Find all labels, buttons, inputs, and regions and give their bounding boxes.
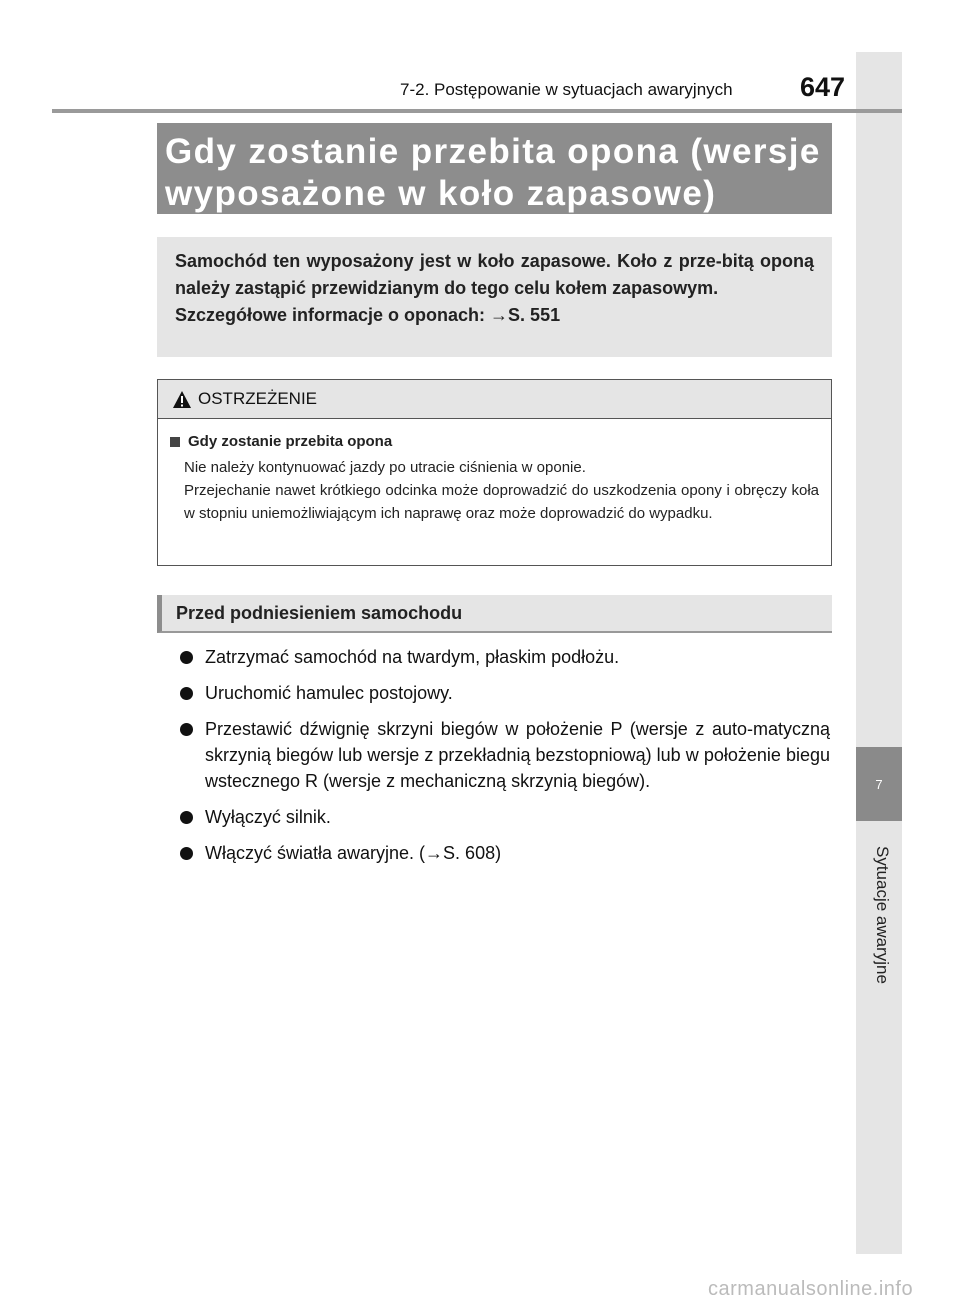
intro-reference-page[interactable]: S. 551 [508, 305, 561, 325]
reference-arrow-icon: → [490, 305, 509, 325]
warning-body [158, 419, 831, 525]
list-item [180, 804, 830, 830]
list-item [180, 716, 830, 794]
step-list [180, 644, 830, 876]
header-divider [52, 109, 902, 113]
intro-reference-text: Szczegółowe informacje o oponach: [175, 305, 491, 325]
warning-title: OSTRZEŻENIE [198, 389, 318, 408]
page-title-line-1: Gdy zostanie przebita opona (wersje [165, 132, 821, 171]
page-number: 647 [800, 72, 846, 102]
warning-line-1: Nie należy kontynuować jazdy po utracie ciśnienia w oponie. [184, 459, 586, 476]
bullet-icon [180, 651, 193, 664]
list-item-text: Uruchomić hamulec postojowy. [205, 683, 453, 703]
page-title [157, 123, 832, 214]
list-item-text: Włączyć światła awaryjne. (→S. 608) [205, 843, 502, 863]
running-head: 7-2. Postępowanie w sytuacjach awaryjnych [400, 80, 733, 99]
square-bullet-icon [170, 437, 180, 447]
list-item [180, 840, 830, 866]
section-heading: Przed podniesieniem samochodu [157, 595, 832, 633]
list-item [180, 680, 830, 706]
intro-box [157, 237, 832, 357]
bullet-icon [180, 687, 193, 700]
watermark: carmanualsonline.info [708, 1278, 914, 1300]
list-item [180, 644, 830, 670]
bullet-icon [180, 723, 193, 736]
chapter-side-tab [856, 52, 902, 1254]
warning-text [184, 456, 819, 525]
chapter-number: 7 [856, 747, 902, 821]
chapter-label: Sytuacje awaryjne [873, 846, 892, 984]
list-item-text: Wyłączyć silnik. [205, 807, 331, 827]
page-title-line-2: wyposażone w koło zapasowe) [165, 174, 717, 213]
intro-paragraph: Samochód ten wyposażony jest w koło zapasowe. Koło z prze-bitą oponą należy zastąpić przewidzianym do tego celu kołem zapasowym. [175, 251, 814, 298]
warning-header [158, 380, 831, 419]
intro-reference [175, 302, 814, 329]
warning-line-2: Przejechanie nawet krótkiego odcinka może doprowadzić do uszkodzenia opony i obręczy koła w stopniu uniemożliwiającym ich naprawę oraz może doprowadzić do wypadku. [184, 482, 819, 522]
warning-triangle-icon [172, 390, 192, 409]
list-item-text: Przestawić dźwignię skrzyni biegów w położenie P (wersje z auto-matyczną skrzynią biegów lub wersje z przekładnią bezstopniową) lub w położenie biegu wstecznego R (wersje z mechaniczną skrzynią biegów). [205, 719, 830, 791]
bullet-icon [180, 847, 193, 860]
list-item-text: Zatrzymać samochód na twardym, płaskim podłożu. [205, 647, 620, 667]
bullet-icon [180, 811, 193, 824]
warning-subtitle-text: Gdy zostanie przebita opona [188, 433, 393, 450]
warning-subtitle [170, 433, 819, 450]
warning-box [157, 379, 832, 566]
